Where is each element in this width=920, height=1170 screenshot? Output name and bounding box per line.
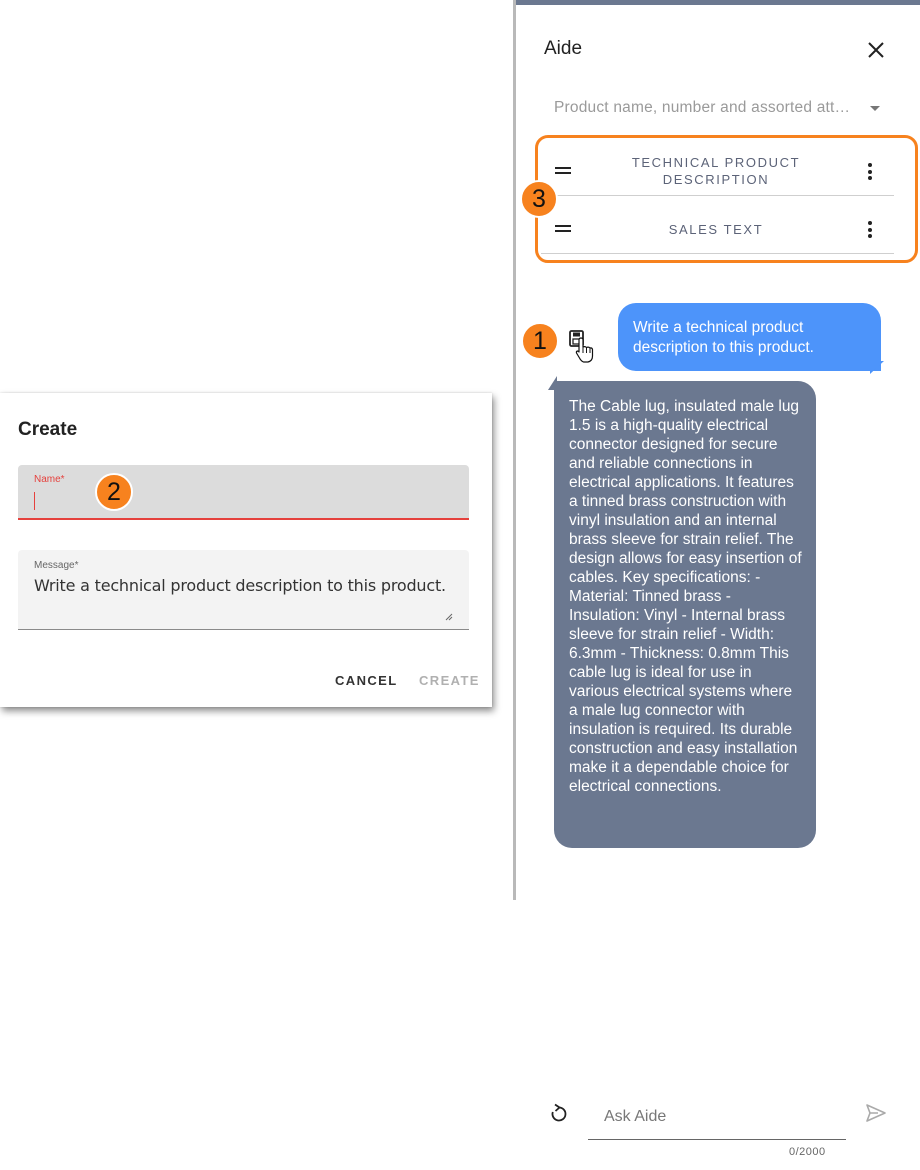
prompt-item-sales-text[interactable]	[541, 196, 894, 254]
name-field-label: Name*	[34, 474, 65, 485]
panel-top-bar	[516, 0, 920, 5]
ai-response-bubble: The Cable lug, insulated male lug 1.5 is a high-quality electrical connector designed for secure and reliable connections in electrical applications. It features a tinned brass construction with vinyl insulation and an internal brass sleeve for strain relief. The design allows for easy insertion of cables. Key specifications: - Material: Tinned brass - Insulation: Vinyl - Internal brass sleeve for strain relief - Width: 6.3mm - Thickness: 0.8mm This cable lug is ideal for use in various electrical systems where a male lug connector with insulation is required. Its durable construction and easy installation make it a dependable choice for electrical connections.	[554, 381, 816, 848]
send-icon[interactable]	[864, 1102, 888, 1124]
prompt-item-label: SALES TEXT	[668, 222, 764, 237]
refresh-icon[interactable]	[548, 1103, 570, 1125]
message-field[interactable]	[18, 550, 469, 630]
prompt-item-technical-product-description[interactable]	[541, 141, 894, 196]
drag-handle-icon[interactable]	[555, 167, 571, 177]
user-message-bubble: Write a technical product description to this product.	[618, 303, 881, 371]
ask-aide-input[interactable]	[588, 1095, 846, 1140]
annotation-badge-2: 2	[95, 473, 133, 511]
panel-divider	[513, 0, 516, 900]
dialog-title: Create	[18, 419, 78, 440]
drag-handle-icon[interactable]	[555, 225, 571, 235]
message-field-label: Message*	[34, 560, 79, 571]
create-dialog	[0, 393, 492, 707]
annotation-badge-1: 1	[521, 322, 559, 360]
more-vert-icon[interactable]	[868, 163, 872, 183]
message-field-value: Write a technical product description to this product.	[34, 576, 446, 595]
chevron-down-icon	[870, 106, 880, 111]
name-field[interactable]	[18, 465, 469, 520]
prompt-item-label: TECHNICAL PRODUCT DESCRIPTION	[631, 155, 801, 187]
cancel-button[interactable]: CANCEL	[335, 673, 398, 688]
product-select[interactable]	[554, 99, 884, 121]
text-cursor	[34, 492, 35, 510]
character-counter: 0/2000	[789, 1146, 826, 1158]
close-icon[interactable]	[866, 40, 886, 60]
create-button[interactable]: CREATE	[419, 673, 480, 688]
product-select-placeholder: Product name, number and assorted att…	[554, 99, 851, 116]
annotation-badge-3: 3	[520, 180, 558, 218]
more-vert-icon[interactable]	[868, 221, 872, 241]
user-bubble-tail	[870, 361, 884, 374]
save-prompt-icon[interactable]	[568, 328, 596, 366]
aide-panel-title: Aide	[544, 38, 583, 59]
resize-grip-icon[interactable]	[445, 613, 453, 621]
